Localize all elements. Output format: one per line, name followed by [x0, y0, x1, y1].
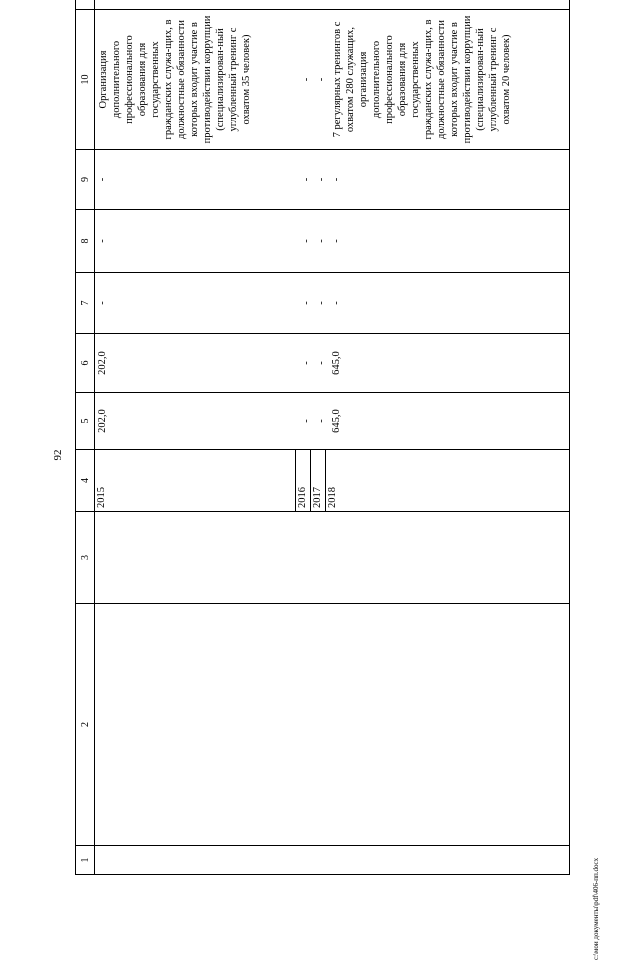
data-table	[75, 0, 570, 875]
cell-years	[95, 450, 570, 512]
value-cell: -	[316, 301, 327, 305]
value-cell: -	[316, 77, 327, 82]
cell-col-9	[95, 150, 570, 210]
value-cell: -	[97, 177, 108, 182]
value-cell: -	[97, 301, 108, 305]
year-cell: 2016	[295, 450, 310, 512]
value-cell: -	[301, 239, 312, 243]
col-header-10: 10	[76, 10, 95, 150]
header-row	[76, 0, 95, 875]
cell-col-7	[95, 273, 570, 334]
cell-col-2	[95, 604, 570, 846]
col-header-9: 9	[76, 150, 95, 210]
col-header-8: 8	[76, 210, 95, 273]
value-cell: -	[301, 301, 312, 305]
value-cell: -	[301, 361, 312, 365]
cell-col-8	[95, 210, 570, 273]
value-cell: -	[331, 177, 342, 182]
cell-col-10	[95, 10, 570, 150]
value-cell: -	[97, 239, 108, 243]
year-cell: 2017	[310, 450, 325, 512]
year-cell: 2018	[325, 450, 340, 512]
value-cell: -	[301, 77, 312, 82]
cell-col-11	[95, 0, 570, 10]
col-header-2: 2	[76, 604, 95, 846]
value-cell: -	[301, 419, 312, 423]
value-cell: -	[301, 177, 312, 182]
value-cell: -	[316, 419, 327, 423]
col-header-3: 3	[76, 512, 95, 604]
description-cell: 7 регулярных тренингов с охватом 280 служащих, организация дополнительного профессионального образования для государственных гражданских служа-щих, в должностные обязанности которых входит участие в противодействии коррупции (специализирован-ный углубленный тренинг с охватом 20 человек)	[332, 15, 512, 144]
value-cell: -	[316, 239, 327, 243]
cell-col-3	[95, 512, 570, 604]
cell-col-1	[95, 846, 570, 875]
value-cell: 202,0	[97, 351, 108, 375]
page-number: 92	[52, 449, 64, 461]
rotated-table-sheet	[75, 15, 570, 875]
cell-col-6	[95, 334, 570, 393]
year-cell: 2015	[96, 487, 107, 508]
value-cell: 645,0	[331, 351, 342, 375]
value-cell: -	[331, 301, 342, 305]
table-row	[95, 0, 570, 875]
value-cell: -	[331, 239, 342, 243]
col-header-11	[76, 0, 95, 10]
col-header-5: 5	[76, 393, 95, 450]
col-header-6: 6	[76, 334, 95, 393]
value-cell: 202,0	[97, 409, 108, 433]
col-header-4: 4	[76, 450, 95, 512]
footer-file-path: c:\мои документы\pdf\406-пп.docx	[592, 857, 600, 960]
cell-col-5	[95, 393, 570, 450]
col-header-7: 7	[76, 273, 95, 334]
description-cell: Организация дополнительного профессионального образования для государственных гражданских служа-щих, в должностные обязанности которых входит участие в противодействии коррупции (специализирован-ный углубленный тренинг с охватом 35 человек)	[98, 15, 252, 144]
value-cell: 645,0	[331, 409, 342, 433]
value-cell: -	[316, 177, 327, 182]
col-header-1: 1	[76, 846, 95, 875]
value-cell: -	[316, 361, 327, 365]
